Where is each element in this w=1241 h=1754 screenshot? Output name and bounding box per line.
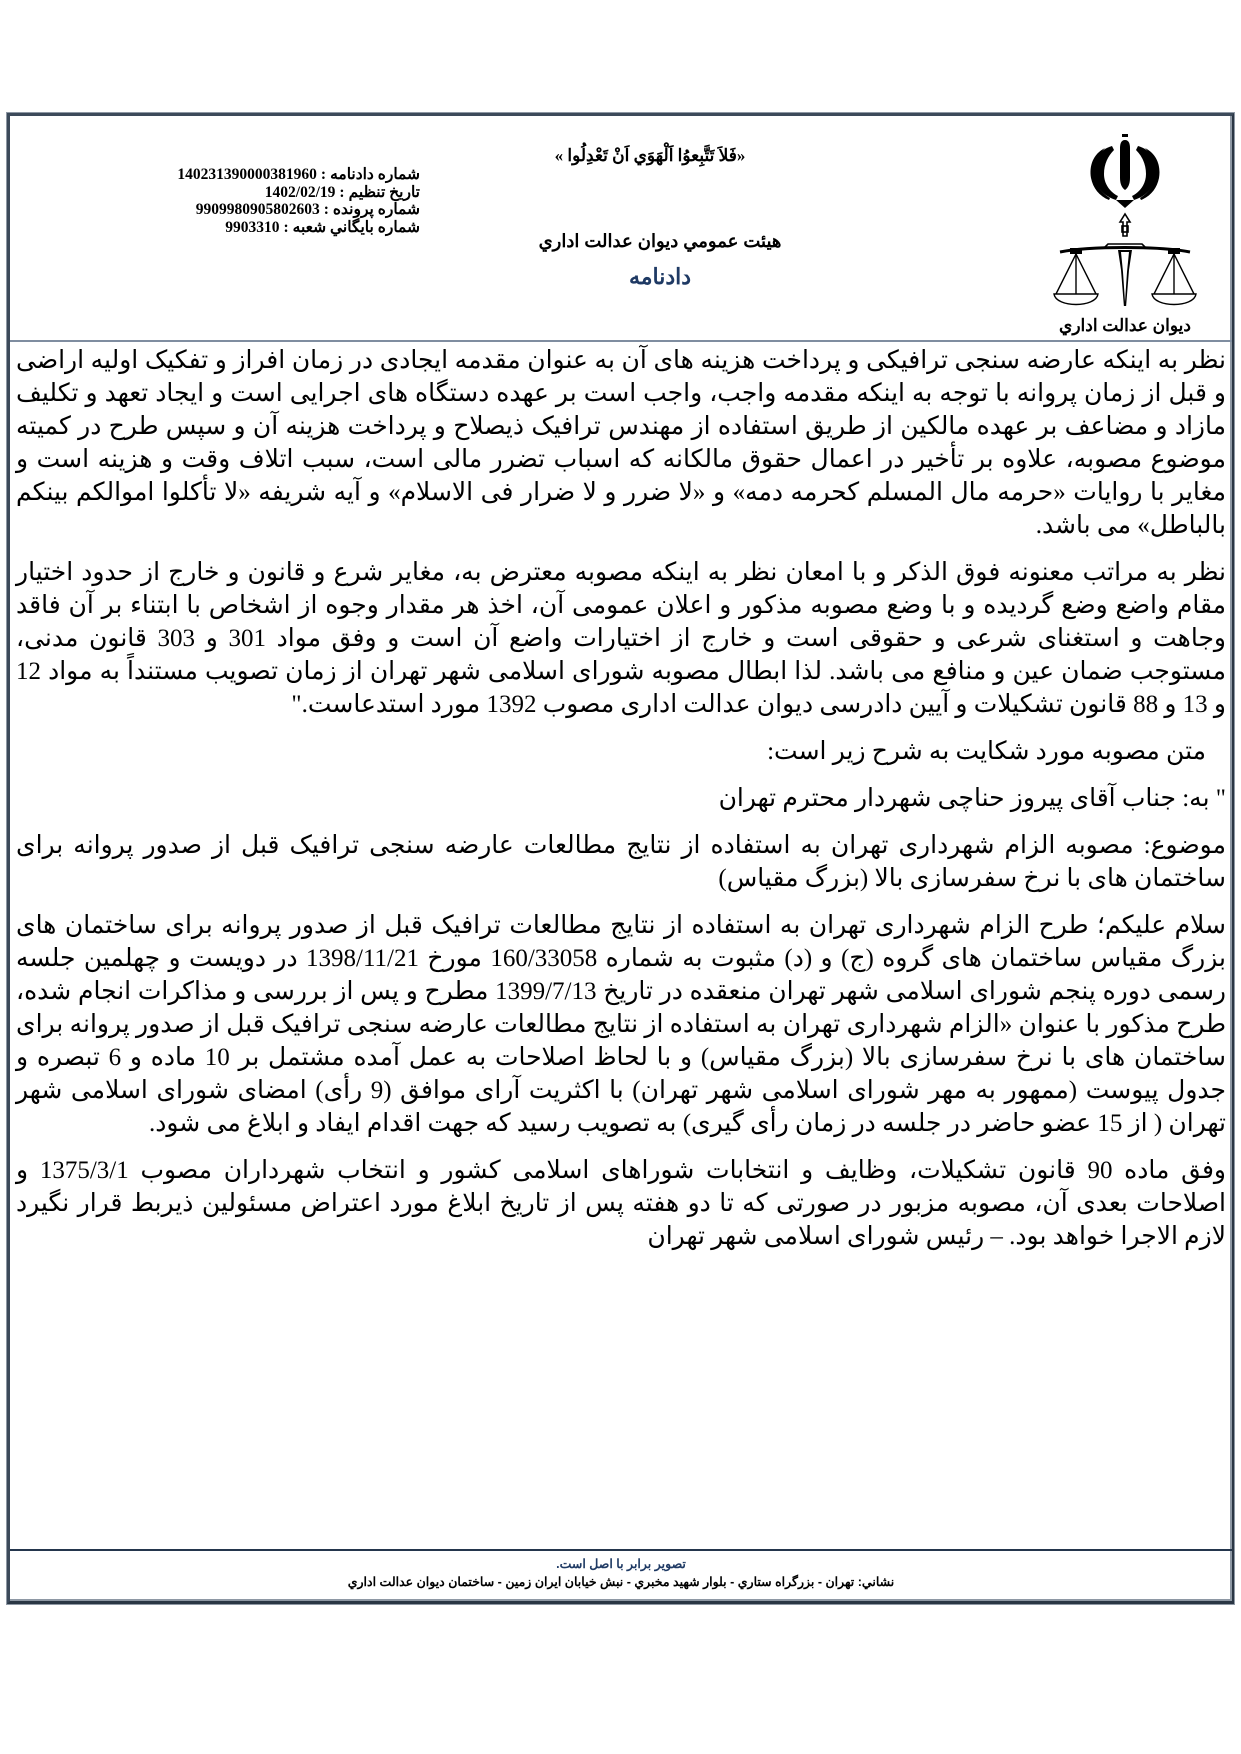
meta-branch-archive-number: شماره بايگاني شعبه:9903310 bbox=[225, 218, 420, 236]
certified-copy-note: تصوير برابر با اصل است. bbox=[556, 1557, 686, 1571]
meta-value: 9903310 bbox=[225, 218, 280, 236]
meta-label: شماره پرونده bbox=[332, 201, 420, 218]
court-address: نشاني: تهران - بزرگراه ستاري - بلوار شهيد مخبري - نبش خيابان ايران زمين - ساختمان ديوان عدالت اداري bbox=[347, 1575, 895, 1589]
document-body bbox=[16, 344, 1226, 1267]
meta-value: 9909980905802603 bbox=[195, 201, 320, 218]
document-metadata bbox=[100, 166, 420, 236]
meta-issue-date: تاريخ تنظيم:1402/02/19 bbox=[264, 183, 420, 201]
document-header bbox=[10, 116, 1232, 342]
court-logo bbox=[1040, 126, 1210, 338]
body-paragraph: سلام علیکم؛ طرح الزام شهرداری تهران به استفاده از نتایج مطالعات ترافیک قبل از صدور پروانه برای ساختمان های بزرگ مقیاس ساختمان های گروه (ج) و (د) مثبوت به شماره 160/33058 مورخ 1398/11/21 در دویست و چهلمین جلسه رسمی دوره پنجم شورای اسلامی شهر تهران منعقده در تاریخ 1399/7/13 مطرح و پس از بررسی و مذاکرات انجام شده، طرح مذکور با عنوان «الزام شهرداری تهران به استفاده از نتایج مطالعات عارضه سنجی ترافیک قبل از صدور پروانه برای ساختمان های با نرخ سفرسازی بالا (بزرگ مقیاس) و با لحاظ اصلاحات به عمل آمده مشتمل بر 10 ماده و 6 تبصره و جدول پیوست (ممهور به مهر شورای اسلامی شهر تهران) با اکثریت آرای موافق (9 رأی) امضای شورای اسلامی شهر تهران ( از 15 عضو حاضر در جلسه در زمان رأی گیری) به تصویب رسید که جهت اقدام ایفاد و ابلاغ می شود. bbox=[16, 912, 1226, 1137]
body-paragraph: نظر به اینکه عارضه سنجی ترافیکی و پرداخت هزینه های آن به عنوان مقدمه ایجادی در زمان افراز و تفکیک اولیه اراضی و قبل از زمان پروانه با توجه به اینکه مقدمه واجب، واجب است بر عهده دستگاه های اجرایی است و ایجاد تعهد و تکلیف مازاد و مضاعف بر عهده مالکین از طریق استفاده از مهندس ترافیک ذیصلاح و پرداخت هزینه آن و سپس طرح در کمیته موضوع مصوبه، علاوه بر تأخیر در اعمال حقوق مالکانه که اسباب تضرر مالی است، سبب اتلاف وقت و هزینه است و مغایر با روایات «حرمه مال المسلم کحرمه دمه» و «لا ضرر و لا ضرار فی الاسلام» و آیه شریفه «لا تأکلوا اموالکم بینکم بالباطل» می باشد. bbox=[16, 347, 1226, 539]
meta-label: شماره دادنامه bbox=[330, 166, 420, 183]
body-paragraph: وفق ماده 90 قانون تشکیلات، وظایف و انتخابات شوراهای اسلامی کشور و انتخاب شهرداران مصوب 1375/3/1 و اصلاحات بعدی آن، مصوبه مزبور در صورتی که تا دو هفته پس از تاریخ ابلاغ مورد اعتراض مسئولین ذیربط قرار نگیرد لازم الاجرا خواهد بود. – رئیس شورای اسلامی شهر تهران bbox=[16, 1157, 1227, 1250]
meta-label: شماره بايگاني شعبه bbox=[292, 218, 420, 236]
body-paragraph: موضوع: مصوبه الزام شهرداری تهران به استفاده از نتایج مطالعات عارضه سنجی ترافیک قبل از صدور پروانه برای ساختمان های با نرخ سفرسازی بالا (بزرگ مقیاس) bbox=[16, 832, 1226, 892]
document-footer bbox=[10, 1549, 1232, 1601]
body-paragraph: نظر به مراتب معنونه فوق الذکر و با امعان نظر به اینکه مصوبه معترض به، مغایر شرع و قانون و خارج از حدود اختیار مقام واضع وضع گردیده و با وضع مصوبه مذکور و اعلان عمومی آن، اخذ هر مقدار وجوه از اشخاص با ابتناء بر آن فاقد وجاهت و استغنای شرعی و حقوقی است و خارج از اختیارات واضع آن است و وفق مواد 301 و 303 قانون مدنی، مستوجب ضمان عین و منافع می باشد. لذا ابطال مصوبه شورای اسلامی شهر تهران از زمان تصویب مستنداً به مواد 12 و 13 و 88 قانون تشکیلات و آیین دادرسی دیوان عدالت اداری مصوب 1392 مورد استدعاست." bbox=[16, 559, 1226, 718]
body-paragraph: " به: جناب آقای پیروز حناچی شهردار محترم تهران bbox=[718, 785, 1226, 812]
logo-caption: ديوان عدالت اداري bbox=[1059, 316, 1191, 335]
meta-label: تاريخ تنظيم bbox=[348, 183, 420, 201]
court-title: هيئت عمومي ديوان عدالت اداري bbox=[538, 231, 782, 251]
iran-emblem-scales-of-justice-icon bbox=[1050, 126, 1200, 306]
meta-case-number: شماره پرونده:9909980905802603 bbox=[195, 201, 420, 218]
quran-verse: «فَلاَ تَتَّبِعوُا اَلْهَوَي اَنْ تَعْدِلُوا » bbox=[554, 146, 746, 165]
meta-verdict-number: شماره دادنامه:140231390000381960 bbox=[177, 166, 420, 183]
body-paragraph: متن مصوبه مورد شکایت به شرح زیر است: bbox=[767, 738, 1206, 765]
document-frame bbox=[7, 113, 1234, 1604]
document-title: دادنامه bbox=[628, 264, 692, 289]
meta-value: 140231390000381960 bbox=[177, 166, 317, 183]
meta-value: 1402/02/19 bbox=[264, 183, 336, 201]
